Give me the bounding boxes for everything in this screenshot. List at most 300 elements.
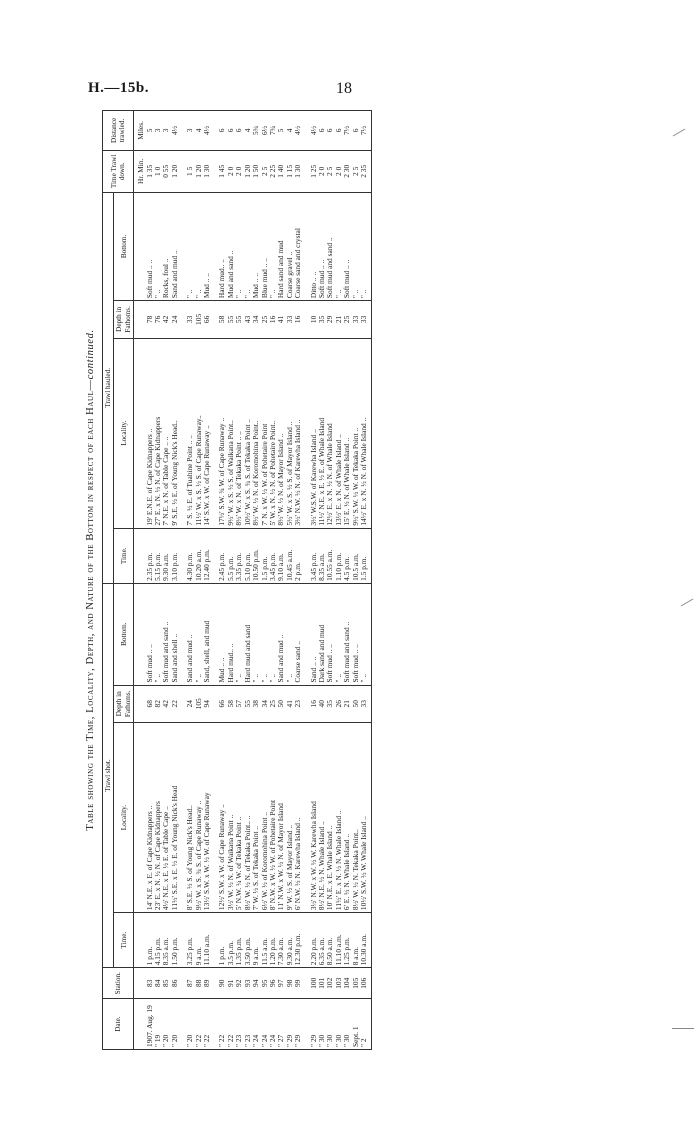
time-down-cell: 1 40 [277,150,285,192]
shot-bottom-cell: " .. [154,583,162,685]
time-down-cell: 0 55 [162,150,170,192]
shot-locality-cell: 6' N.W. ½ N. Karewha Island .. [294,723,302,913]
distance-cell: 7½ [360,111,372,151]
shot-depth-cell: 94 [203,685,211,723]
station-cell: 95 [261,968,269,999]
shot-depth-cell: 82 [154,685,162,723]
date-cell: " 29 [294,999,302,1050]
hauled-bottom-cell: " .. [269,192,277,300]
station-cell: 103 [335,968,343,999]
hauled-locality-cell: 14½' E. x N. ½ N. of Whale Island .. [360,338,372,528]
date-cell: " 20 [171,999,179,1050]
shot-time-cell: 1 p.m. [146,913,154,968]
hauled-bottom-cell: Soft mud .. .. [343,192,351,300]
hauled-bottom-cell: " .. [195,192,203,300]
hauled-locality-cell: 14' S.W. x W. of Cape Runaway .. [203,338,211,528]
shot-bottom-cell: Soft mud .. .. [352,583,360,685]
hauled-depth-cell: 25 [261,301,269,339]
shot-depth-cell: 68 [146,685,154,723]
station-cell: 106 [360,968,372,999]
date-cell: " 22 [218,999,226,1050]
hauled-depth-cell: 29 [326,301,334,339]
station-cell: 85 [162,968,170,999]
shot-bottom-cell: Soft mud .. .. [146,583,154,685]
document-code: H.—15b. [88,80,150,96]
hauled-time-cell: 3.45 p.m. [310,528,318,583]
shot-bottom-cell: Sand and mud .. [186,583,194,685]
date-cell: " 23 [244,999,252,1050]
hauled-bottom-cell: Coarse sand and crystal [294,192,302,300]
shot-bottom-cell: Coarse sand .. [294,583,302,685]
shot-bottom-cell: Hard mud and sand [244,583,252,685]
station-cell: 93 [244,968,252,999]
hauled-depth-cell: 34 [252,301,260,339]
shot-depth-cell: 16 [310,685,318,723]
station-cell: 100 [310,968,318,999]
hauled-time-cell: 1.5 p.m. [261,528,269,583]
hauled-locality-cell: 19' E.N.E. of Cape Kidnappers .. [146,338,154,528]
shot-time-cell: 9 a.m. [195,913,203,968]
time-down-cell: 1 5 [186,150,194,192]
edge-mark [672,1028,694,1029]
shot-locality-cell: 9' W. ½ S. of Mayor Island .. [286,723,294,913]
distance-cell: 4½ [171,111,179,151]
time-down-cell: 1 20 [244,150,252,192]
hauled-time-cell: 3.10 p.m. [171,528,179,583]
hauled-depth-cell: 78 [146,301,154,339]
station-cell: 105 [352,968,360,999]
distance-cell: 4 [286,111,294,151]
station-cell: 104 [343,968,351,999]
shot-locality-cell: 7' W. ½ S. of Tekaka Point .. [252,723,260,913]
hauled-locality-cell: 5' W. x N. ½ N. of Pohetaire Point.. [269,338,277,528]
station-cell: 86 [171,968,179,999]
shot-bottom-cell: Hard mud.. .. [227,583,235,685]
station-cell: 89 [203,968,211,999]
hauled-locality-cell: 3½' W.S.W. of Karewha Island .. [310,338,318,528]
hauled-time-cell: 5.10 p.m. [244,528,252,583]
hauled-time-cell: 4.5 p.m. [343,528,351,583]
date-cell: " 30 [318,999,326,1050]
hauled-bottom-cell: " .. [235,192,243,300]
date-cell: " 19 [154,999,162,1050]
distance-cell: 3 [162,111,170,151]
shot-time-cell: 1.35 p.m. [235,913,243,968]
hauled-bottom-cell: Soft mud .. .. [146,192,154,300]
station-cell: 83 [146,968,154,999]
hauled-time-cell: 2.45 p.m. [218,528,226,583]
station-cell: 90 [218,968,226,999]
hauled-bottom-cell: " .. [186,192,194,300]
table-body [134,111,372,1050]
shot-depth-cell: 105 [195,685,203,723]
hauled-depth-cell: 43 [244,301,252,339]
header-station: Station. [103,968,134,999]
shot-bottom-cell: Soft mud and sand .. [162,583,170,685]
distance-cell: 7¾ [269,111,277,151]
hauled-time-cell: 1.5 p.m. [360,528,372,583]
station-cell: 98 [286,968,294,999]
hauled-depth-cell: 33 [360,301,372,339]
shot-time-cell: 1.20 p.m. [269,913,277,968]
hauled-depth-cell: 10 [310,301,318,339]
hauled-time-cell: 1.10 p.m. [335,528,343,583]
hauled-locality-cell: 11½' N.E. x E. ½ E. of Whale Island [318,338,326,528]
station-cell: 88 [195,968,203,999]
hauled-bottom-cell: " .. [352,192,360,300]
time-down-cell: 2 0 [227,150,235,192]
distance-cell: 5 [146,111,154,151]
shot-depth-cell: 66 [218,685,226,723]
distance-cell: 3 [186,111,194,151]
distance-cell: 4½ [203,111,211,151]
caption-continued: continued. [85,329,96,380]
shot-locality-cell: 10' N.E. x E. Whale Island .. [326,723,334,913]
units-row [134,111,146,1050]
hauled-locality-cell: 9½' S.W. ½ W. of Tekaka Point .. [352,338,360,528]
shot-time-cell: 11.10 a.m. [335,913,343,968]
shot-bottom-cell: " .. [261,583,269,685]
shot-bottom-cell: " .. [252,583,260,685]
time-down-cell: 1 50 [252,150,260,192]
distance-cell: 6 [318,111,326,151]
shot-time-cell: 8 a.m. [352,913,360,968]
shot-locality-cell: 14' N.E. x E. of Cape Kidnappers .. [146,723,154,913]
time-down-cell: 1 20 [171,150,179,192]
shot-bottom-cell: Sand and mud .. [277,583,285,685]
time-down-cell: 2 25 [269,150,277,192]
distance-cell: 7½ [343,111,351,151]
hauled-time-cell: 9.10 a.m. [277,528,285,583]
station-cell: 91 [227,968,235,999]
time-down-cell: 1 35 [146,150,154,192]
hauled-time-cell: 4.30 p.m. [186,528,194,583]
page-number: 18 [336,80,352,97]
header-shot-depth: Depth in Fathoms. [114,685,134,723]
distance-cell: 6 [227,111,235,151]
time-down-cell: 1 30 [203,150,211,192]
distance-cell: 4 [244,111,252,151]
header-trawl-hauled: Trawl hauled. [103,192,114,583]
hauled-depth-cell: 41 [277,301,285,339]
hauled-time-cell: 10.45 a.m. [286,528,294,583]
date-cell: " 22 [203,999,211,1050]
date-cell: " 24 [261,999,269,1050]
hauled-locality-cell: 8½' W. ½ N. of Mayor Island .. [277,338,285,528]
distance-cell: 4 [195,111,203,151]
shot-bottom-cell: " .. [195,583,203,685]
distance-cell: 6 [335,111,343,151]
shot-bottom-cell: Soft mud .. .. [326,583,334,685]
shot-time-cell: 4.15 p.m. [154,913,162,968]
distance-cell: 6½ [261,111,269,151]
shot-locality-cell: 23' E. x N. ½ N. of Cape Kidnappers [154,723,162,913]
station-cell: 99 [294,968,302,999]
date-cell: " 23 [235,999,243,1050]
hauled-time-cell: 2.35 p.m. [146,528,154,583]
shot-depth-cell: 22 [171,685,179,723]
shot-time-cell: 8.50 a.m. [326,913,334,968]
hauled-locality-cell: 8½' W. x N. of Tekaka Point .. .. [235,338,243,528]
shot-locality-cell: 12½' S.W. x W. of Cape Runaway .. [218,723,226,913]
shot-locality-cell: 4½' N.E. x E. ½ E. of Table Cape .. [162,723,170,913]
hauled-depth-cell: 58 [218,301,226,339]
hauled-depth-cell: 55 [235,301,243,339]
hauled-bottom-cell: Blue mud .. .. [261,192,269,300]
hauled-locality-cell: 9½' W. x S. ½ S. of Waikana Point.. [227,338,235,528]
header-hauled-time: Time. [114,528,134,583]
shot-locality-cell: 9½' W. x S. ¾ S. of Cape Runaway .. [195,723,203,913]
date-cell: Sept. 1 [352,999,360,1050]
hauled-locality-cell: 8½' W. ½ N. of Koromohina Point.. [252,338,260,528]
time-down-cell: 1 0 [154,150,162,192]
station-cell: 84 [154,968,162,999]
shot-locality-cell: 6½' W. ½ of Koromohina Point .. [261,723,269,913]
shot-locality-cell: 11' N.W. x W. ½ N. of Mayor Island [277,723,285,913]
shot-time-cell: 1.50 p.m. [171,913,179,968]
header-date: Date. [103,999,134,1050]
time-down-cell: 1 20 [195,150,203,192]
shot-bottom-cell: " .. [269,583,277,685]
hauled-bottom-cell: Rocks, foul .. [162,192,170,300]
hauled-time-cell: 10.50 p.m. [252,528,260,583]
shot-time-cell: 7.30 a.m. [277,913,285,968]
time-down-cell: 1 30 [294,150,302,192]
hauled-time-cell: 10.5 a.m. [352,528,360,583]
shot-depth-cell: 24 [186,685,194,723]
shot-time-cell: 3.5 p.m. [227,913,235,968]
rotated-table-region [80,110,700,1050]
shot-locality-cell: 10½' S.W. ½ W. Whale Island .. [360,723,372,913]
distance-cell: 5¾ [252,111,260,151]
hauled-locality-cell: 3½' N.W. ½ N. of Karewha Island .. [294,338,302,528]
station-cell: 101 [318,968,326,999]
shot-bottom-cell: Sand .. .. [310,583,318,685]
hauled-depth-cell: 16 [294,301,302,339]
shot-time-cell: 11.10 a.m. [203,913,211,968]
shot-depth-cell: 40 [318,685,326,723]
shot-time-cell: 12.30 p.m. [294,913,302,968]
date-cell: 1907. Aug. 19 [146,999,154,1050]
shot-time-cell: 8.35 a.m. [162,913,170,968]
hauled-depth-cell: 55 [227,301,235,339]
hauled-bottom-cell: Ditto .. .. [310,192,318,300]
date-cell: " 27 [277,999,285,1050]
hauled-bottom-cell: Mud .. .. [252,192,260,300]
shot-depth-cell: 21 [343,685,351,723]
shot-locality-cell: 6' E. ½ N. Whale Island .. [343,723,351,913]
shot-locality-cell: 8' S.E. ½ S. of Young Nick's Head.. [186,723,194,913]
shot-depth-cell: 42 [162,685,170,723]
hauled-locality-cell: 27' E. x N. ½ N. of Cape Kidnappers [154,338,162,528]
hauled-bottom-cell: " .. [244,192,252,300]
table-row [203,111,211,1050]
station-cell: 87 [186,968,194,999]
shot-time-cell: 3.25 p.m. [186,913,194,968]
header-shot-time: Time. [114,913,134,968]
hauled-bottom-cell: " .. [360,192,372,300]
header-hauled-depth: Depth in Fathoms. [114,301,134,339]
shot-bottom-cell: Dark sand and mud [318,583,326,685]
hauled-depth-cell: 33 [352,301,360,339]
hauled-depth-cell: 66 [203,301,211,339]
station-cell: 97 [277,968,285,999]
hauled-locality-cell: 5½' W. x S. ½ S. of Mayor Island .. [286,338,294,528]
time-down-cell: 2 35 [360,150,372,192]
hauled-locality-cell: 17½' S.W. ¾ W. of Cape Runaway .. [218,338,226,528]
hauled-depth-cell: 42 [162,301,170,339]
hauled-depth-cell: 16 [269,301,277,339]
shot-bottom-cell: Sand and shell .. [171,583,179,685]
date-cell: " 24 [269,999,277,1050]
station-cell: 102 [326,968,334,999]
date-cell: " 29 [310,999,318,1050]
shot-depth-cell: 57 [235,685,243,723]
date-cell: " 30 [326,999,334,1050]
hauled-bottom-cell: Mud .. .. [203,192,211,300]
shot-depth-cell: 50 [352,685,360,723]
time-down-cell: 2 30 [343,150,351,192]
station-cell: 94 [252,968,260,999]
hauled-time-cell: 12.40 p.m. [203,528,211,583]
date-cell: " 22 [227,999,235,1050]
time-down-cell: 1 25 [310,150,318,192]
date-cell: " 30 [343,999,351,1050]
hauled-locality-cell: 13½' E. x N. of Whale Island .. [335,338,343,528]
units-hrs-mins: Hr. Min. [134,150,146,192]
shot-locality-cell: 11½' S.E. x E. ½ E. of Young Nick's Head [171,723,179,913]
hauled-time-cell: 10.55 a.m. [326,528,334,583]
hauled-depth-cell: 76 [154,301,162,339]
shot-bottom-cell: " .. [335,583,343,685]
shot-time-cell: 3.50 p.m. [244,913,252,968]
hauled-bottom-cell: " .. [154,192,162,300]
distance-cell: 6 [218,111,226,151]
shot-depth-cell: 23 [294,685,302,723]
shot-bottom-cell: Soft mud and sand .. [343,583,351,685]
time-down-cell: 1 45 [218,150,226,192]
station-cell: 96 [269,968,277,999]
hauled-locality-cell: 11½' W. x S. ½ S. of Cape Runaway.. [195,338,203,528]
shot-time-cell: 9 a.m. [252,913,260,968]
hauled-locality-cell: 15' E. ½ N. of Whale Island .. [343,338,351,528]
hauled-time-cell: 2 p.m. [294,528,302,583]
time-down-cell: 2 5 [326,150,334,192]
header-distance: Distance trawled. [103,111,134,151]
shot-time-cell: 2.20 p.m. [310,913,318,968]
station-cell: 92 [235,968,243,999]
shot-depth-cell: 26 [335,685,343,723]
hauled-time-cell: 9.30 a.m. [162,528,170,583]
shot-depth-cell: 58 [227,685,235,723]
shot-locality-cell: 8' N.W. x W. ½ W. of Pohetaire Point [269,723,277,913]
time-down-cell: 2 0 [335,150,343,192]
hauled-locality-cell: 12½' E. x N. ½ N. of Whale Island [326,338,334,528]
table-row [294,111,302,1050]
hauled-bottom-cell: Coarse gravel .. [286,192,294,300]
caption-main: Table showing the Time, Locality, Depth, and Nature of the Bottom in respect of each Haul— [85,379,96,831]
shot-bottom-cell: Mud .. .. [218,583,226,685]
shot-locality-cell: 8½' W. ½ N. Tekaka Point.. [352,723,360,913]
header-trawl-shot: Trawl shot. [103,583,114,967]
date-cell: " 20 [162,999,170,1050]
shot-depth-cell: 25 [269,685,277,723]
time-down-cell: 2 5 [352,150,360,192]
shot-bottom-cell: " .. [286,583,294,685]
hauled-depth-cell: 33 [286,301,294,339]
header-hauled-locality: Locality. [114,338,134,528]
hauled-time-cell: 3.45 p.m. [269,528,277,583]
hauled-time-cell: 5.15 p.m. [154,528,162,583]
shot-locality-cell: 13½' S.W. x W. ½ W. of Cape Runaway [203,723,211,913]
hauled-bottom-cell: Sand and mud .. [171,192,179,300]
distance-cell: 6 [235,111,243,151]
time-down-cell: 1 15 [286,150,294,192]
hauled-locality-cell: 7' S. ½ E. of Tuahine Point .. .. [186,338,194,528]
shot-depth-cell: 35 [326,685,334,723]
hauled-bottom-cell: Hard mud.. .. [218,192,226,300]
shot-depth-cell: 50 [277,685,285,723]
hauled-locality-cell: 9' S.E. ½ E. of Young Nick's Head.. [171,338,179,528]
shot-bottom-cell: " .. [360,583,372,685]
hauled-depth-cell: 105 [195,301,203,339]
date-cell: " 30 [335,999,343,1050]
shot-time-cell: 10.30 a.m. [360,913,372,968]
date-cell: " 29 [286,999,294,1050]
shot-bottom-cell: Sand, shell, and mud [203,583,211,685]
distance-cell: 6 [326,111,334,151]
date-cell: " 20 [186,999,194,1050]
hauled-bottom-cell: Soft mud .. .. [318,192,326,300]
table-row [171,111,179,1050]
hauled-time-cell: 8.35 a.m. [318,528,326,583]
hauled-time-cell: 3.35 p.m. [235,528,243,583]
hauled-depth-cell: 35 [318,301,326,339]
units-miles: Miles. [134,111,146,151]
shot-depth-cell: 38 [252,685,260,723]
date-cell: " 24 [252,999,260,1050]
distance-cell: 4½ [310,111,318,151]
table-caption [80,110,102,1050]
shot-time-cell: 9.30 a.m. [286,913,294,968]
hauled-bottom-cell: Mud and sand .. [227,192,235,300]
shot-bottom-cell: " .. [235,583,243,685]
distance-cell: 3 [154,111,162,151]
time-down-cell: 2 0 [235,150,243,192]
header-shot-locality: Locality. [114,723,134,913]
shot-locality-cell: 8½' N.E. ½ N. Whale Island .. [318,723,326,913]
shot-depth-cell: 33 [360,685,372,723]
hauled-locality-cell: 7' N. x W. ½ W. of Pohetaire Point [261,338,269,528]
distance-cell: 6 [352,111,360,151]
shot-time-cell: 1 p.m. [218,913,226,968]
shot-time-cell: 6.35 a.m. [318,913,326,968]
shot-locality-cell: 8½' W. ½ N. of Tekaka Point.. .. [244,723,252,913]
distance-cell: 4½ [294,111,302,151]
hauled-depth-cell: 33 [186,301,194,339]
hauled-time-cell: 5.5 p.m. [227,528,235,583]
time-down-cell: 2 5 [261,150,269,192]
distance-cell: 5 [277,111,285,151]
hauled-depth-cell: 24 [171,301,179,339]
shot-locality-cell: 3½' W. ½ N. of Waikana Point .. [227,723,235,913]
shot-depth-cell: 34 [261,685,269,723]
shot-locality-cell: 11½' E. x N. ½ N. Whale Island .. [335,723,343,913]
shot-locality-cell: 3½' N.W. x W. ½ W. Karewha Island [310,723,318,913]
header-time-down: Time Trawl down. [103,150,134,192]
hauled-depth-cell: 25 [343,301,351,339]
hauled-time-cell: 10.20 a.m. [195,528,203,583]
